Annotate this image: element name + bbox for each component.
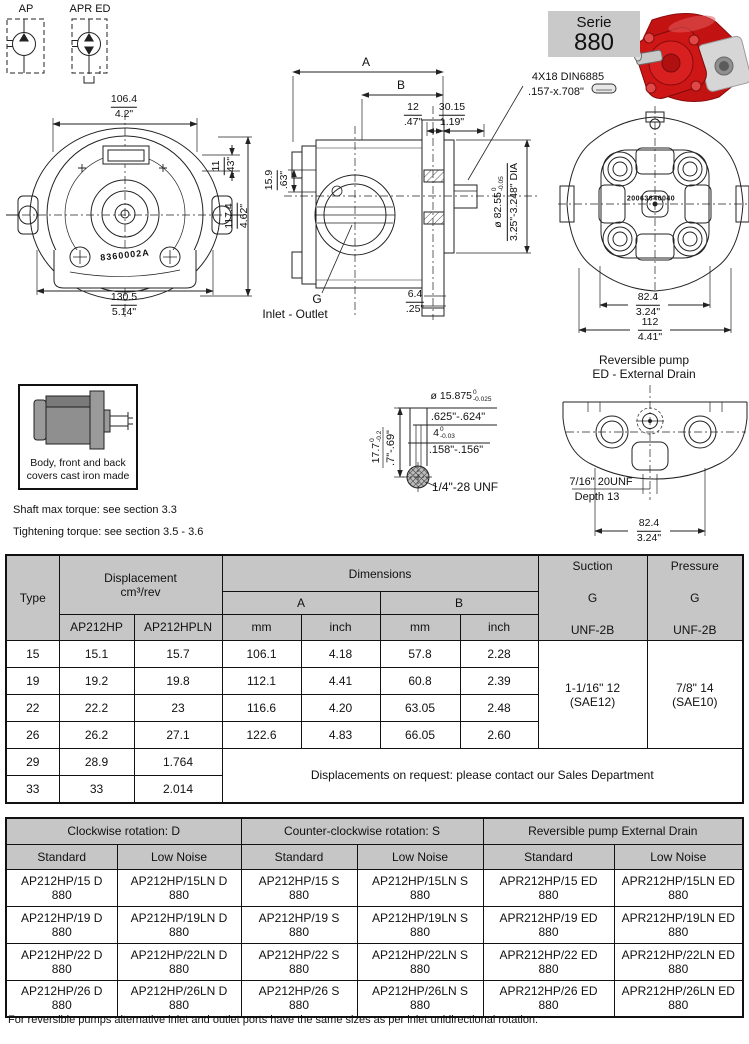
header-b-inch: inch [460, 614, 538, 640]
side-dim-pilot-dia: ø 82.55 0 -0.05 3.25"-3.248" DIA [490, 162, 520, 242]
group-reversible: Reversible pump External Drain [483, 818, 743, 844]
model-code: APR212HP/26LN ED 880 [614, 980, 743, 1017]
model-code: APR212HP/22LN ED 880 [614, 943, 743, 980]
front-dim-offset: 11 .43" [209, 156, 237, 176]
shaft-len-mm: 17.7 0 -0.2 [369, 430, 383, 464]
side-dim-159: 15.9 .63" [262, 169, 290, 191]
shaft-torque-note: Shaft max torque: see section 3.3 [13, 504, 177, 516]
model-code: AP212HP/15 S 880 [241, 869, 357, 906]
model-code: AP212HP/26LN D 880 [117, 980, 241, 1017]
header-a-inch: inch [301, 614, 380, 640]
table-row [6, 906, 743, 943]
sub-low-noise: Low Noise [357, 844, 483, 869]
table-row [6, 869, 743, 906]
model-code: APR212HP/22 ED 880 [483, 943, 614, 980]
shaft-key-mm: 4 0 -0.03 [433, 426, 455, 440]
front-view-marking: 8360002A [99, 247, 151, 263]
back-view-marking: 20063640040 [626, 195, 676, 203]
model-code: AP212HP/19 S 880 [241, 906, 357, 943]
model-code: APR212HP/19LN ED 880 [614, 906, 743, 943]
shaft-dia-inch: .625"-.624" [430, 411, 486, 423]
header-dim-b: B [380, 592, 538, 614]
front-dim-width-top: 106.4 4.2" [110, 92, 138, 120]
shaft-key-inch: .158"-.156" [428, 444, 484, 456]
series-label: Serie [576, 14, 612, 31]
footer-note: For reversible pumps alternative inlet and outlet ports have the same sizes as per inlet unidirectional rotation. [8, 1014, 539, 1026]
model-code: AP212HP/15LN S 880 [357, 869, 483, 906]
front-dim-height: 117.4 4.62" [222, 203, 250, 229]
model-code: AP212HP/19LN S 880 [357, 906, 483, 943]
group-counter-clockwise: Counter-clockwise rotation: S [241, 818, 483, 844]
model-code: AP212HP/26 D 880 [6, 980, 117, 1017]
shaft-dia-mm: ø 15.875 0 -0.025 [430, 389, 492, 403]
ed-title-line2: ED - External Drain [592, 367, 696, 381]
header-type: Type [6, 555, 59, 641]
ap-symbol-drawing [7, 19, 44, 73]
side-dim-a-label: A [361, 55, 371, 69]
front-view-drawing [6, 112, 252, 318]
material-note-text: Body, front and back covers cast iron made [26, 457, 130, 482]
model-code: APR212HP/19 ED 880 [483, 906, 614, 943]
header-dim-a: A [222, 592, 380, 614]
header-displacement: Displacement cm³/rev [59, 555, 222, 614]
suction-port-value: 1-1/16" 12 (SAE12) [538, 641, 647, 749]
side-dim-3015: 30.15 1.19" [438, 100, 466, 128]
side-g-label: G [312, 292, 322, 306]
model-code: AP212HP/26 S 880 [241, 980, 357, 1017]
series-number: 880 [573, 29, 615, 56]
apred-symbol-drawing [72, 19, 107, 83]
shaft-len-inch: .7"-.69" [385, 430, 397, 466]
model-code: APR212HP/26 ED 880 [483, 980, 614, 1017]
table-row: 33 33 2.014 [6, 776, 743, 803]
header-suction: Suction G UNF-2B [538, 555, 647, 641]
material-note-box [18, 384, 138, 490]
header-ap212hp: AP212HP [59, 614, 134, 640]
side-dim-12: 12 .47" [403, 100, 423, 128]
key-note-line2: .157-x.708" [528, 86, 584, 98]
model-code: AP212HP/26LN S 880 [357, 980, 483, 1017]
header-pressure: Pressure G UNF-2B [647, 555, 743, 641]
model-code: AP212HP/22 D 880 [6, 943, 117, 980]
displacement-request-note: Displacements on request: please contact our Sales Department [222, 749, 743, 803]
table-row [6, 980, 743, 1017]
table-row: 26 26.2 27.1 122.6 4.83 66.05 2.60 [6, 722, 743, 749]
sub-standard: Standard [241, 844, 357, 869]
apred-symbol-label: APR ED [69, 3, 111, 15]
back-dim-inner: 82.4 3.24" [635, 290, 661, 318]
model-code: AP212HP/19 D 880 [6, 906, 117, 943]
shaft-thread-label: 1/4"-28 UNF [431, 480, 499, 494]
model-code: AP212HP/15LN D 880 [117, 869, 241, 906]
sub-low-noise: Low Noise [117, 844, 241, 869]
table-row: 15 15.1 15.7 106.1 4.18 57.8 2.28 1-1/16" 12 (SAE12) 7/8" 14 (SAE10) [6, 641, 743, 668]
header-a-mm: mm [222, 614, 301, 640]
table-row: 22 22.2 23 116.6 4.20 63.05 2.48 [6, 695, 743, 722]
side-dim-64: 6.4 .25" [405, 287, 425, 315]
pump-photo [632, 12, 749, 102]
model-code: AP212HP/19LN D 880 [117, 906, 241, 943]
table-row: 29 28.9 1.764 Displacements on request: please contact our Sales Department [6, 749, 743, 776]
key-note-line1: 4X18 DIN6885 [531, 71, 605, 83]
ed-thread-label: 7/16" 20UNF [569, 476, 633, 488]
front-dim-width-bottom: 130.5 5.14" [110, 290, 138, 318]
sub-low-noise: Low Noise [614, 844, 743, 869]
back-dim-outer: 112 4.41" [637, 315, 663, 343]
pressure-port-value: 7/8" 14 (SAE10) [647, 641, 743, 749]
sub-standard: Standard [6, 844, 117, 869]
tightening-torque-note: Tightening torque: see section 3.5 - 3.6 [13, 526, 204, 538]
ordering-codes-table [5, 817, 744, 1018]
group-clockwise: Clockwise rotation: D [6, 818, 241, 844]
ap-symbol-label: AP [18, 3, 34, 15]
model-code: APR212HP/15 ED 880 [483, 869, 614, 906]
header-b-mm: mm [380, 614, 460, 640]
ed-title-line1: Reversible pump [598, 353, 690, 367]
series-badge [548, 11, 640, 57]
sub-standard: Standard [483, 844, 614, 869]
inlet-outlet-label: Inlet - Outlet [262, 307, 328, 321]
ed-dim: 82.4 3.24" [636, 516, 662, 544]
ed-view-drawing [563, 385, 747, 536]
side-dim-b-label: B [396, 78, 406, 92]
table-row: 19 19.2 19.8 112.1 4.41 60.8 2.39 [6, 668, 743, 695]
model-code: APR212HP/15LN ED 880 [614, 869, 743, 906]
model-code: AP212HP/22 S 880 [241, 943, 357, 980]
header-ap212hpln: AP212HPLN [134, 614, 222, 640]
header-dimensions: Dimensions [222, 555, 538, 592]
model-code: AP212HP/15 D 880 [6, 869, 117, 906]
table-row [6, 943, 743, 980]
specifications-table [5, 554, 744, 804]
model-code: AP212HP/22LN D 880 [117, 943, 241, 980]
model-code: AP212HP/22LN S 880 [357, 943, 483, 980]
ed-depth-label: Depth 13 [574, 491, 620, 503]
